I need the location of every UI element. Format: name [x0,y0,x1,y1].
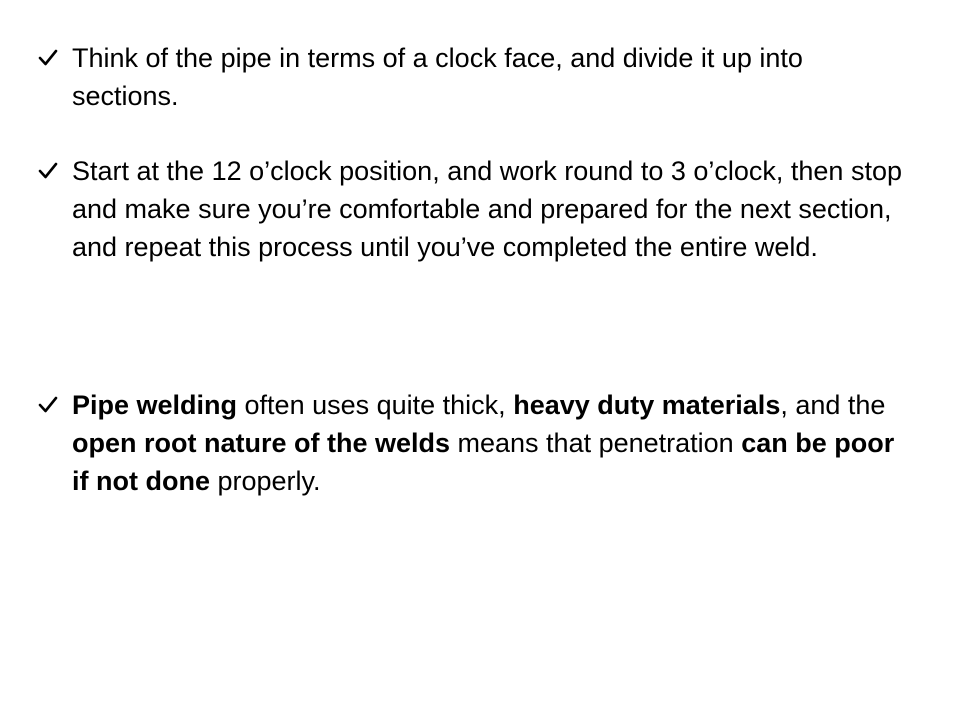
bullet-3-segment-1: Pipe welding [72,390,238,420]
bullet-3-segment-2: often uses quite thick, [237,390,514,420]
bullet-1-segment-1: Think of the pipe in terms of a clock face, and divide it up into sections. [72,43,803,111]
bullet-item-1 [38,39,918,115]
checkmark-icon [38,386,72,414]
bullet-3-segment-4: , and the [780,390,886,420]
bullet-3-segment-8: properly. [209,466,321,496]
bullet-item-2 [38,152,918,266]
bullet-text-3 [72,386,912,500]
bullet-2-segment-1: Start at the 12 o’clock position, and work round to 3 o’clock, then stop and make sure you’re comfortable and prepared for the next section, and repeat this process until you’ve completed the entire weld. [72,156,902,262]
bullet-3-segment-6: means that penetration [450,428,742,458]
checkmark-icon [38,39,72,67]
bullet-3-segment-3: heavy duty materials [513,390,781,420]
bullet-text-1 [72,39,912,115]
bullet-text-2 [72,152,912,266]
bullet-item-3 [38,386,918,500]
checkmark-icon [38,152,72,180]
bullet-3-segment-5: open root nature of the welds [72,428,451,458]
bullet-3-segment-7: can be poor if not done [72,428,895,496]
